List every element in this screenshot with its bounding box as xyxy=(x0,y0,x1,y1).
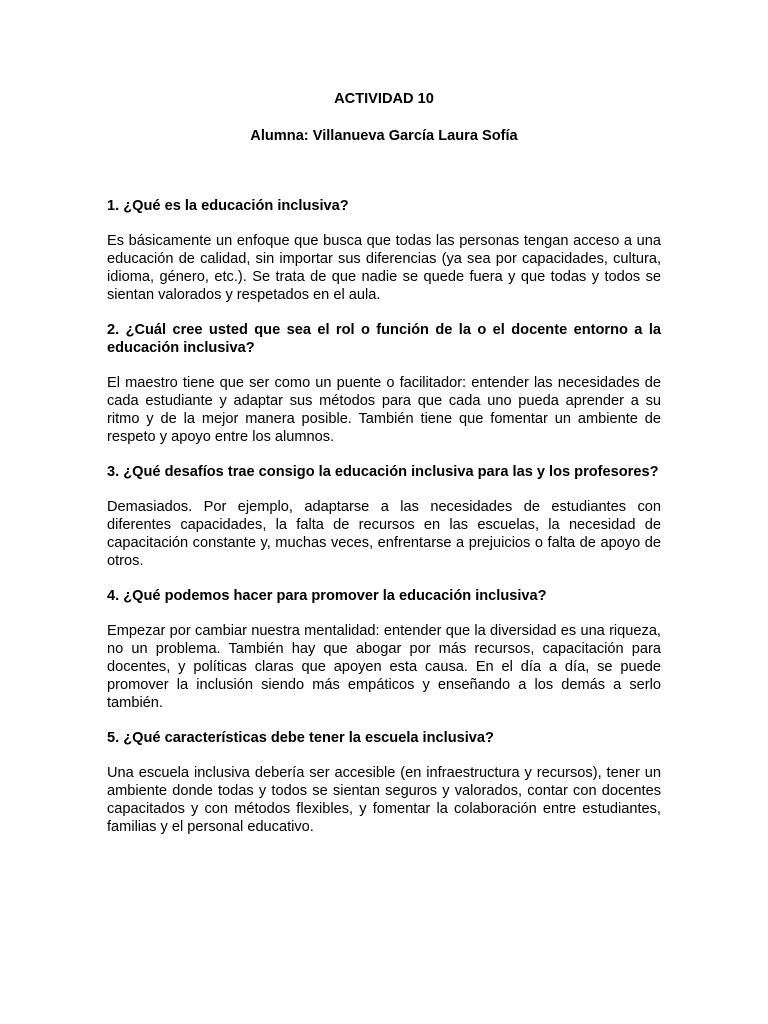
qa-item-5 xyxy=(107,729,661,836)
answer-5: Una escuela inclusiva debería ser accesible (en infraestructura y recursos), tener un ambiente donde todas y todos se sientan seguros y valorados, contar con docentes capacitados y con métodos flexibles, y fomentar la colaboración entre estudiantes, familias y el personal educativo. xyxy=(107,765,661,835)
question-2: 2. ¿Cuál cree usted que sea el rol o función de la o el docente entorno a la educación inclusiva? xyxy=(107,322,661,356)
qa-item-2 xyxy=(107,321,661,446)
qa-item-3 xyxy=(107,463,661,570)
question-4: 4. ¿Qué podemos hacer para promover la educación inclusiva? xyxy=(107,588,547,604)
answer-3: Demasiados. Por ejemplo, adaptarse a las necesidades de estudiantes con diferentes capacidades, la falta de recursos en las escuelas, la necesidad de capacitación constante y, muchas veces, enfrentarse a prejuicios o falta de apoyo de otros. xyxy=(107,499,661,569)
student-name: Alumna: Villanueva García Laura Sofía xyxy=(250,128,518,144)
question-3: 3. ¿Qué desafíos trae consigo la educación inclusiva para las y los profesores? xyxy=(107,464,659,480)
document-title: ACTIVIDAD 10 xyxy=(334,91,434,107)
answer-1: Es básicamente un enfoque que busca que todas las personas tengan acceso a una educación de calidad, sin importar sus diferencias (ya sea por capacidades, cultura, idioma, género, etc.). Se trata de que nadie se quede fuera y que todas y todos se sientan valorados y respetados en el aula. xyxy=(107,233,661,303)
answer-4: Empezar por cambiar nuestra mentalidad: entender que la diversidad es una riqueza, no un problema. También hay que abogar por más recursos, capacitación para docentes, y políticas claras que apoyen esta causa. En el día a día, se puede promover la inclusión siendo más empáticos y enseñando a los demás a serlo también. xyxy=(107,623,661,711)
question-5: 5. ¿Qué características debe tener la escuela inclusiva? xyxy=(107,730,494,746)
question-1: 1. ¿Qué es la educación inclusiva? xyxy=(107,198,349,214)
question-list xyxy=(107,197,661,836)
document-page xyxy=(107,90,661,836)
qa-item-1 xyxy=(107,197,661,304)
qa-item-4 xyxy=(107,587,661,712)
answer-2: El maestro tiene que ser como un puente o facilitador: entender las necesidades de cada estudiante y adaptar sus métodos para que cada uno pueda aprender a su ritmo y de la mejor manera posible. También tiene que fomentar un ambiente de respeto y apoyo entre los alumnos. xyxy=(107,375,661,445)
